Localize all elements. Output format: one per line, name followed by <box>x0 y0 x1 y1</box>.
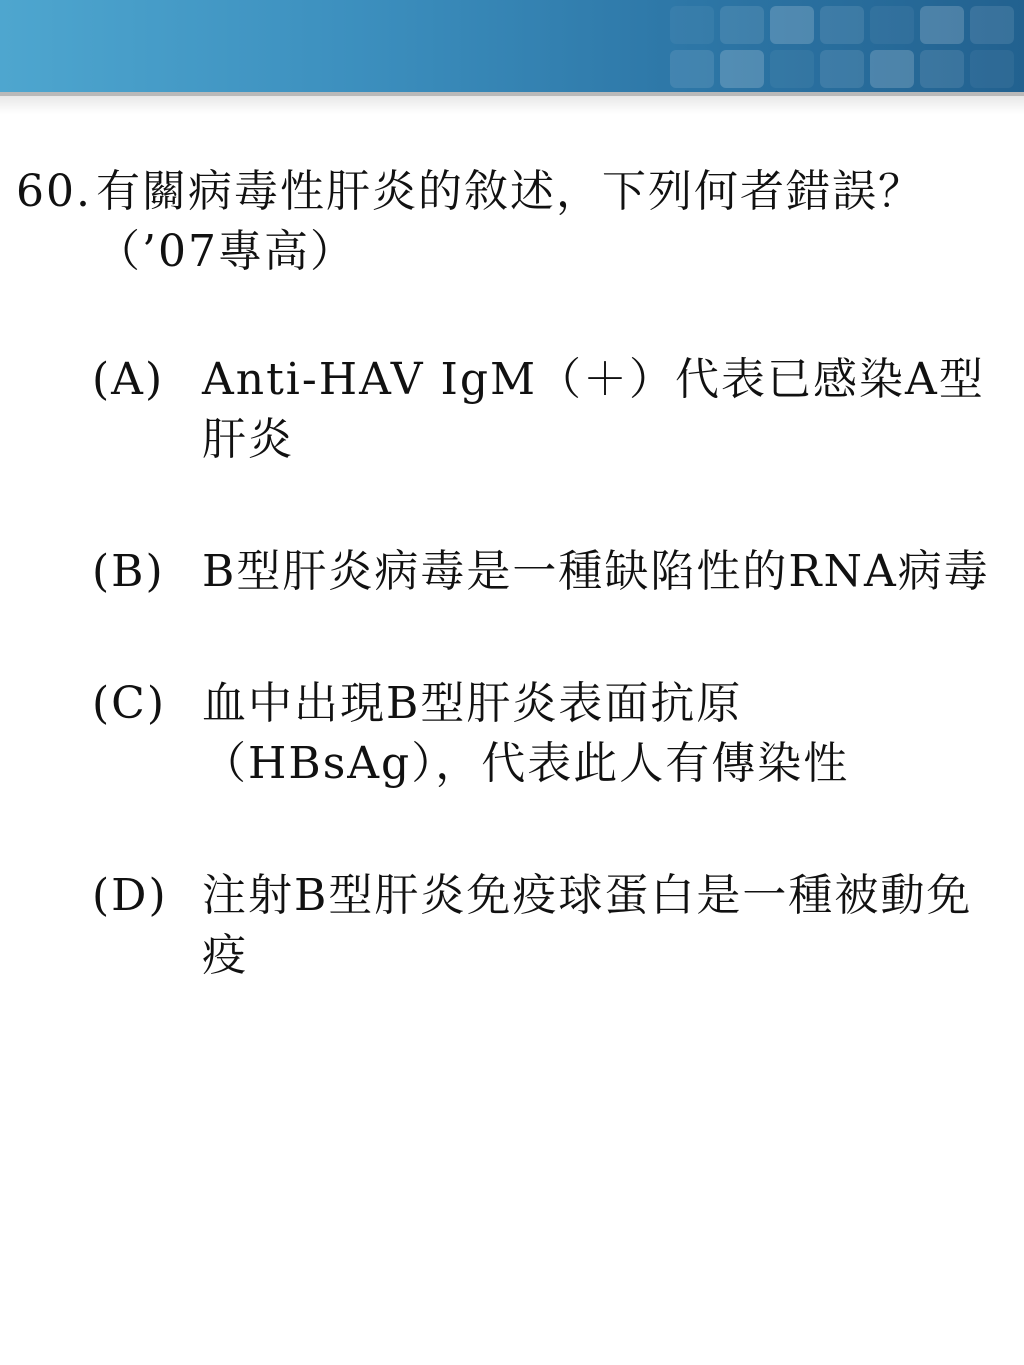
option-a <box>92 350 1002 470</box>
header-banner <box>0 0 1024 92</box>
option-d-text: 注射B型肝炎免疫球蛋白是一種被動免疫 <box>202 870 973 981</box>
option-b-text: B型肝炎病毒是一種缺陷性的RNA病毒 <box>202 546 990 597</box>
header-divider-band <box>0 92 1024 114</box>
option-d-letter: (D) <box>92 870 168 921</box>
option-d <box>92 866 1002 986</box>
option-c-text: 血中出現B型肝炎表面抗原（HBsAg），代表此人有傳染性 <box>202 678 850 789</box>
option-b <box>92 542 1002 602</box>
option-a-text: Anti-HAV IgM（＋）代表已感染A型肝炎 <box>202 354 985 465</box>
option-b-letter: (B) <box>92 546 165 597</box>
banner-grid-decoration <box>664 6 1024 90</box>
option-c-letter: (C) <box>92 678 166 729</box>
question-block <box>16 162 1006 282</box>
option-a-letter: (A) <box>92 354 165 405</box>
question-number: 60. <box>16 166 92 217</box>
option-c <box>92 674 1002 794</box>
question-text: 有關病毒性肝炎的敘述，下列何者錯誤？（’07專高） <box>96 166 924 277</box>
options-list <box>92 350 1002 1058</box>
